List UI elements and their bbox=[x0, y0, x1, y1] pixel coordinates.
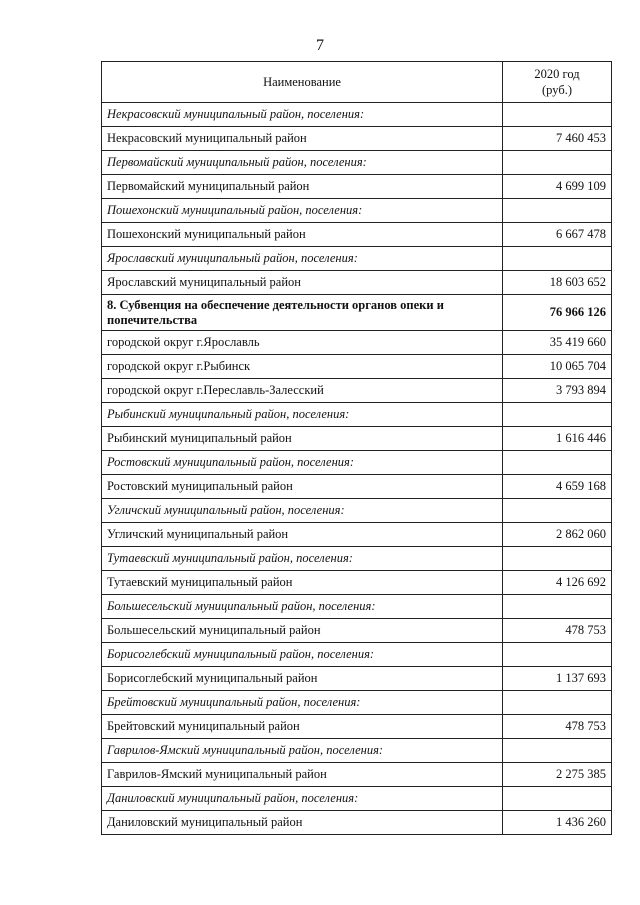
row-amount: 35 419 660 bbox=[503, 331, 612, 355]
table-row bbox=[102, 475, 612, 499]
group-heading-row bbox=[102, 103, 612, 127]
row-amount: 76 966 126 bbox=[503, 295, 612, 331]
table-row bbox=[102, 127, 612, 151]
table-header bbox=[102, 62, 612, 103]
row-amount: 2 862 060 bbox=[503, 523, 612, 547]
row-name: Борисоглебский муниципальный район bbox=[102, 667, 503, 691]
table-body bbox=[102, 103, 612, 835]
table-row bbox=[102, 523, 612, 547]
budget-table bbox=[101, 61, 612, 835]
group-heading-row bbox=[102, 643, 612, 667]
section-total-row bbox=[102, 295, 612, 331]
header-row bbox=[102, 62, 612, 103]
table-row bbox=[102, 379, 612, 403]
page-number: 7 bbox=[316, 37, 324, 54]
group-heading-row bbox=[102, 499, 612, 523]
row-name: Даниловский муниципальный район, поселения: bbox=[102, 787, 503, 811]
row-amount: 4 126 692 bbox=[503, 571, 612, 595]
row-name: Угличский муниципальный район bbox=[102, 523, 503, 547]
table-row bbox=[102, 763, 612, 787]
row-amount bbox=[503, 739, 612, 763]
row-name: городской округ г.Ярославль bbox=[102, 331, 503, 355]
row-amount: 1 436 260 bbox=[503, 811, 612, 835]
row-name: Брейтовский муниципальный район bbox=[102, 715, 503, 739]
row-name: 8. Субвенция на обеспечение деятельности органов опеки и попечительства bbox=[102, 295, 503, 331]
row-name: городской округ г.Рыбинск bbox=[102, 355, 503, 379]
row-amount bbox=[503, 787, 612, 811]
group-heading-row bbox=[102, 595, 612, 619]
group-heading-row bbox=[102, 247, 612, 271]
row-name: Ростовский муниципальный район bbox=[102, 475, 503, 499]
row-amount: 4 659 168 bbox=[503, 475, 612, 499]
row-amount: 3 793 894 bbox=[503, 379, 612, 403]
group-heading-row bbox=[102, 151, 612, 175]
row-name: Пошехонский муниципальный район, поселения: bbox=[102, 199, 503, 223]
row-amount: 478 753 bbox=[503, 715, 612, 739]
header-year-cell bbox=[503, 62, 612, 103]
table-row bbox=[102, 619, 612, 643]
row-name: Рыбинский муниципальный район, поселения: bbox=[102, 403, 503, 427]
row-amount bbox=[503, 199, 612, 223]
row-name: Большесельский муниципальный район bbox=[102, 619, 503, 643]
row-name: Пошехонский муниципальный район bbox=[102, 223, 503, 247]
group-heading-row bbox=[102, 451, 612, 475]
table-row bbox=[102, 811, 612, 835]
row-amount bbox=[503, 499, 612, 523]
row-amount: 2 275 385 bbox=[503, 763, 612, 787]
group-heading-row bbox=[102, 739, 612, 763]
table-row bbox=[102, 223, 612, 247]
row-name: Некрасовский муниципальный район, поселения: bbox=[102, 103, 503, 127]
row-name: Ярославский муниципальный район bbox=[102, 271, 503, 295]
table-row bbox=[102, 355, 612, 379]
table-row bbox=[102, 175, 612, 199]
row-amount bbox=[503, 691, 612, 715]
row-name: Даниловский муниципальный район bbox=[102, 811, 503, 835]
row-name: Тутаевский муниципальный район bbox=[102, 571, 503, 595]
row-name: Ростовский муниципальный район, поселения: bbox=[102, 451, 503, 475]
header-unit: (руб.) bbox=[542, 83, 572, 97]
row-name: Гаврилов-Ямский муниципальный район, поселения: bbox=[102, 739, 503, 763]
row-amount bbox=[503, 547, 612, 571]
row-amount bbox=[503, 103, 612, 127]
table-row bbox=[102, 667, 612, 691]
row-name: городской округ г.Переславль-Залесский bbox=[102, 379, 503, 403]
header-year: 2020 год bbox=[534, 67, 580, 81]
row-amount: 18 603 652 bbox=[503, 271, 612, 295]
row-name: Первомайский муниципальный район, поселения: bbox=[102, 151, 503, 175]
row-name: Угличский муниципальный район, поселения: bbox=[102, 499, 503, 523]
row-amount bbox=[503, 643, 612, 667]
row-amount bbox=[503, 403, 612, 427]
group-heading-row bbox=[102, 547, 612, 571]
row-amount: 1 616 446 bbox=[503, 427, 612, 451]
row-name: Брейтовский муниципальный район, поселения: bbox=[102, 691, 503, 715]
group-heading-row bbox=[102, 199, 612, 223]
row-name: Борисоглебский муниципальный район, поселения: bbox=[102, 643, 503, 667]
group-heading-row bbox=[102, 403, 612, 427]
row-name: Гаврилов-Ямский муниципальный район bbox=[102, 763, 503, 787]
table-row bbox=[102, 331, 612, 355]
row-name: Первомайский муниципальный район bbox=[102, 175, 503, 199]
row-name: Рыбинский муниципальный район bbox=[102, 427, 503, 451]
row-amount bbox=[503, 595, 612, 619]
row-amount bbox=[503, 151, 612, 175]
header-name: Наименование bbox=[102, 62, 503, 103]
row-amount: 4 699 109 bbox=[503, 175, 612, 199]
row-amount bbox=[503, 451, 612, 475]
group-heading-row bbox=[102, 691, 612, 715]
row-name: Большесельский муниципальный район, поселения: bbox=[102, 595, 503, 619]
row-amount: 478 753 bbox=[503, 619, 612, 643]
row-amount: 6 667 478 bbox=[503, 223, 612, 247]
table-row bbox=[102, 427, 612, 451]
row-name: Ярославский муниципальный район, поселения: bbox=[102, 247, 503, 271]
table-row bbox=[102, 271, 612, 295]
row-name: Некрасовский муниципальный район bbox=[102, 127, 503, 151]
row-amount: 7 460 453 bbox=[503, 127, 612, 151]
row-amount bbox=[503, 247, 612, 271]
group-heading-row bbox=[102, 787, 612, 811]
row-name: Тутаевский муниципальный район, поселения: bbox=[102, 547, 503, 571]
row-amount: 1 137 693 bbox=[503, 667, 612, 691]
table-row bbox=[102, 715, 612, 739]
row-amount: 10 065 704 bbox=[503, 355, 612, 379]
table-row bbox=[102, 571, 612, 595]
